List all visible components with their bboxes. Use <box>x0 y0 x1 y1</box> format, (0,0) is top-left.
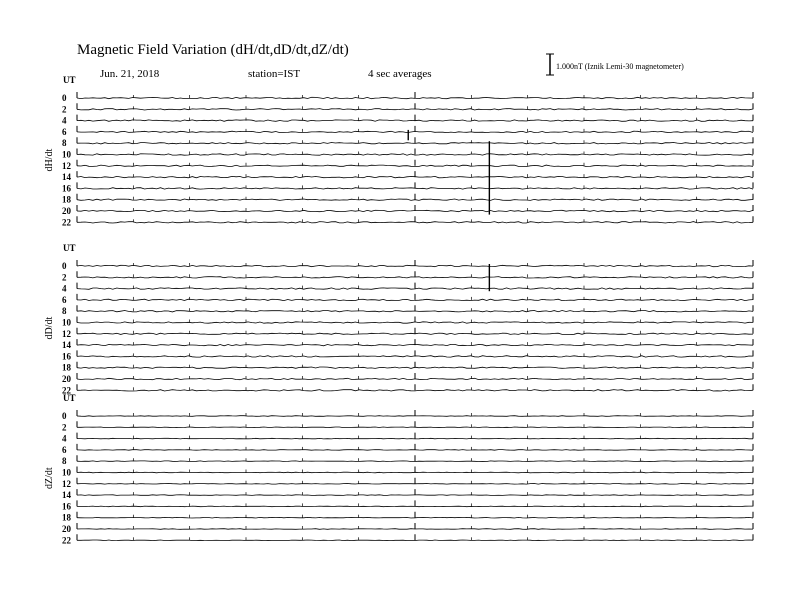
ut-row-title: UT <box>63 243 76 253</box>
date-label: Jun. 21, 2018 <box>100 68 160 80</box>
panel-dD-dt <box>44 243 753 395</box>
row-label-4: 4 <box>62 433 67 444</box>
ut-row-title: UT <box>63 75 76 85</box>
panels <box>44 75 753 545</box>
scale-bar <box>546 54 684 75</box>
row-label-12: 12 <box>62 328 71 339</box>
row-label-10: 10 <box>62 317 71 328</box>
row-label-6: 6 <box>62 294 67 305</box>
row-label-10: 10 <box>62 467 71 478</box>
row-label-0: 0 <box>62 411 67 421</box>
averaging-label: 4 sec averages <box>368 68 432 80</box>
chart-title: Magnetic Field Variation (dH/dt,dD/dt,dZ/dt) <box>77 42 349 58</box>
row-label-18: 18 <box>62 512 71 523</box>
row-label-14: 14 <box>62 340 71 351</box>
row-label-4: 4 <box>62 115 67 126</box>
row-label-20: 20 <box>62 206 71 216</box>
row-label-22: 22 <box>62 385 71 396</box>
ut-row-title: UT <box>63 393 76 403</box>
y-axis-label: dD/dt <box>44 316 55 340</box>
row-label-18: 18 <box>62 194 71 205</box>
row-label-0: 0 <box>62 261 67 271</box>
row-label-6: 6 <box>62 126 67 137</box>
row-label-14: 14 <box>62 490 71 501</box>
row-label-16: 16 <box>62 351 71 362</box>
panel-dH-dt <box>44 75 753 227</box>
scale-bar-label: 1.000nT (Iznik Lemi-30 magnetometer) <box>556 62 684 71</box>
row-label-2: 2 <box>62 422 67 433</box>
row-label-22: 22 <box>62 535 71 546</box>
panel-dZ-dt <box>44 393 753 545</box>
row-label-18: 18 <box>62 362 71 373</box>
row-label-10: 10 <box>62 149 71 160</box>
row-label-8: 8 <box>62 306 67 317</box>
row-label-20: 20 <box>62 524 71 534</box>
row-label-16: 16 <box>62 183 71 194</box>
row-label-20: 20 <box>62 374 71 384</box>
row-label-8: 8 <box>62 138 67 149</box>
row-label-2: 2 <box>62 272 67 283</box>
station-label: station=IST <box>248 68 301 80</box>
row-label-14: 14 <box>62 172 71 183</box>
row-label-4: 4 <box>62 283 67 294</box>
row-label-12: 12 <box>62 160 71 171</box>
row-label-12: 12 <box>62 478 71 489</box>
row-label-0: 0 <box>62 93 67 103</box>
row-label-2: 2 <box>62 104 67 115</box>
row-label-16: 16 <box>62 501 71 512</box>
row-label-22: 22 <box>62 217 71 228</box>
row-label-8: 8 <box>62 456 67 467</box>
row-label-6: 6 <box>62 444 67 455</box>
y-axis-label: dH/dt <box>44 148 55 172</box>
y-axis-label: dZ/dt <box>44 467 55 489</box>
